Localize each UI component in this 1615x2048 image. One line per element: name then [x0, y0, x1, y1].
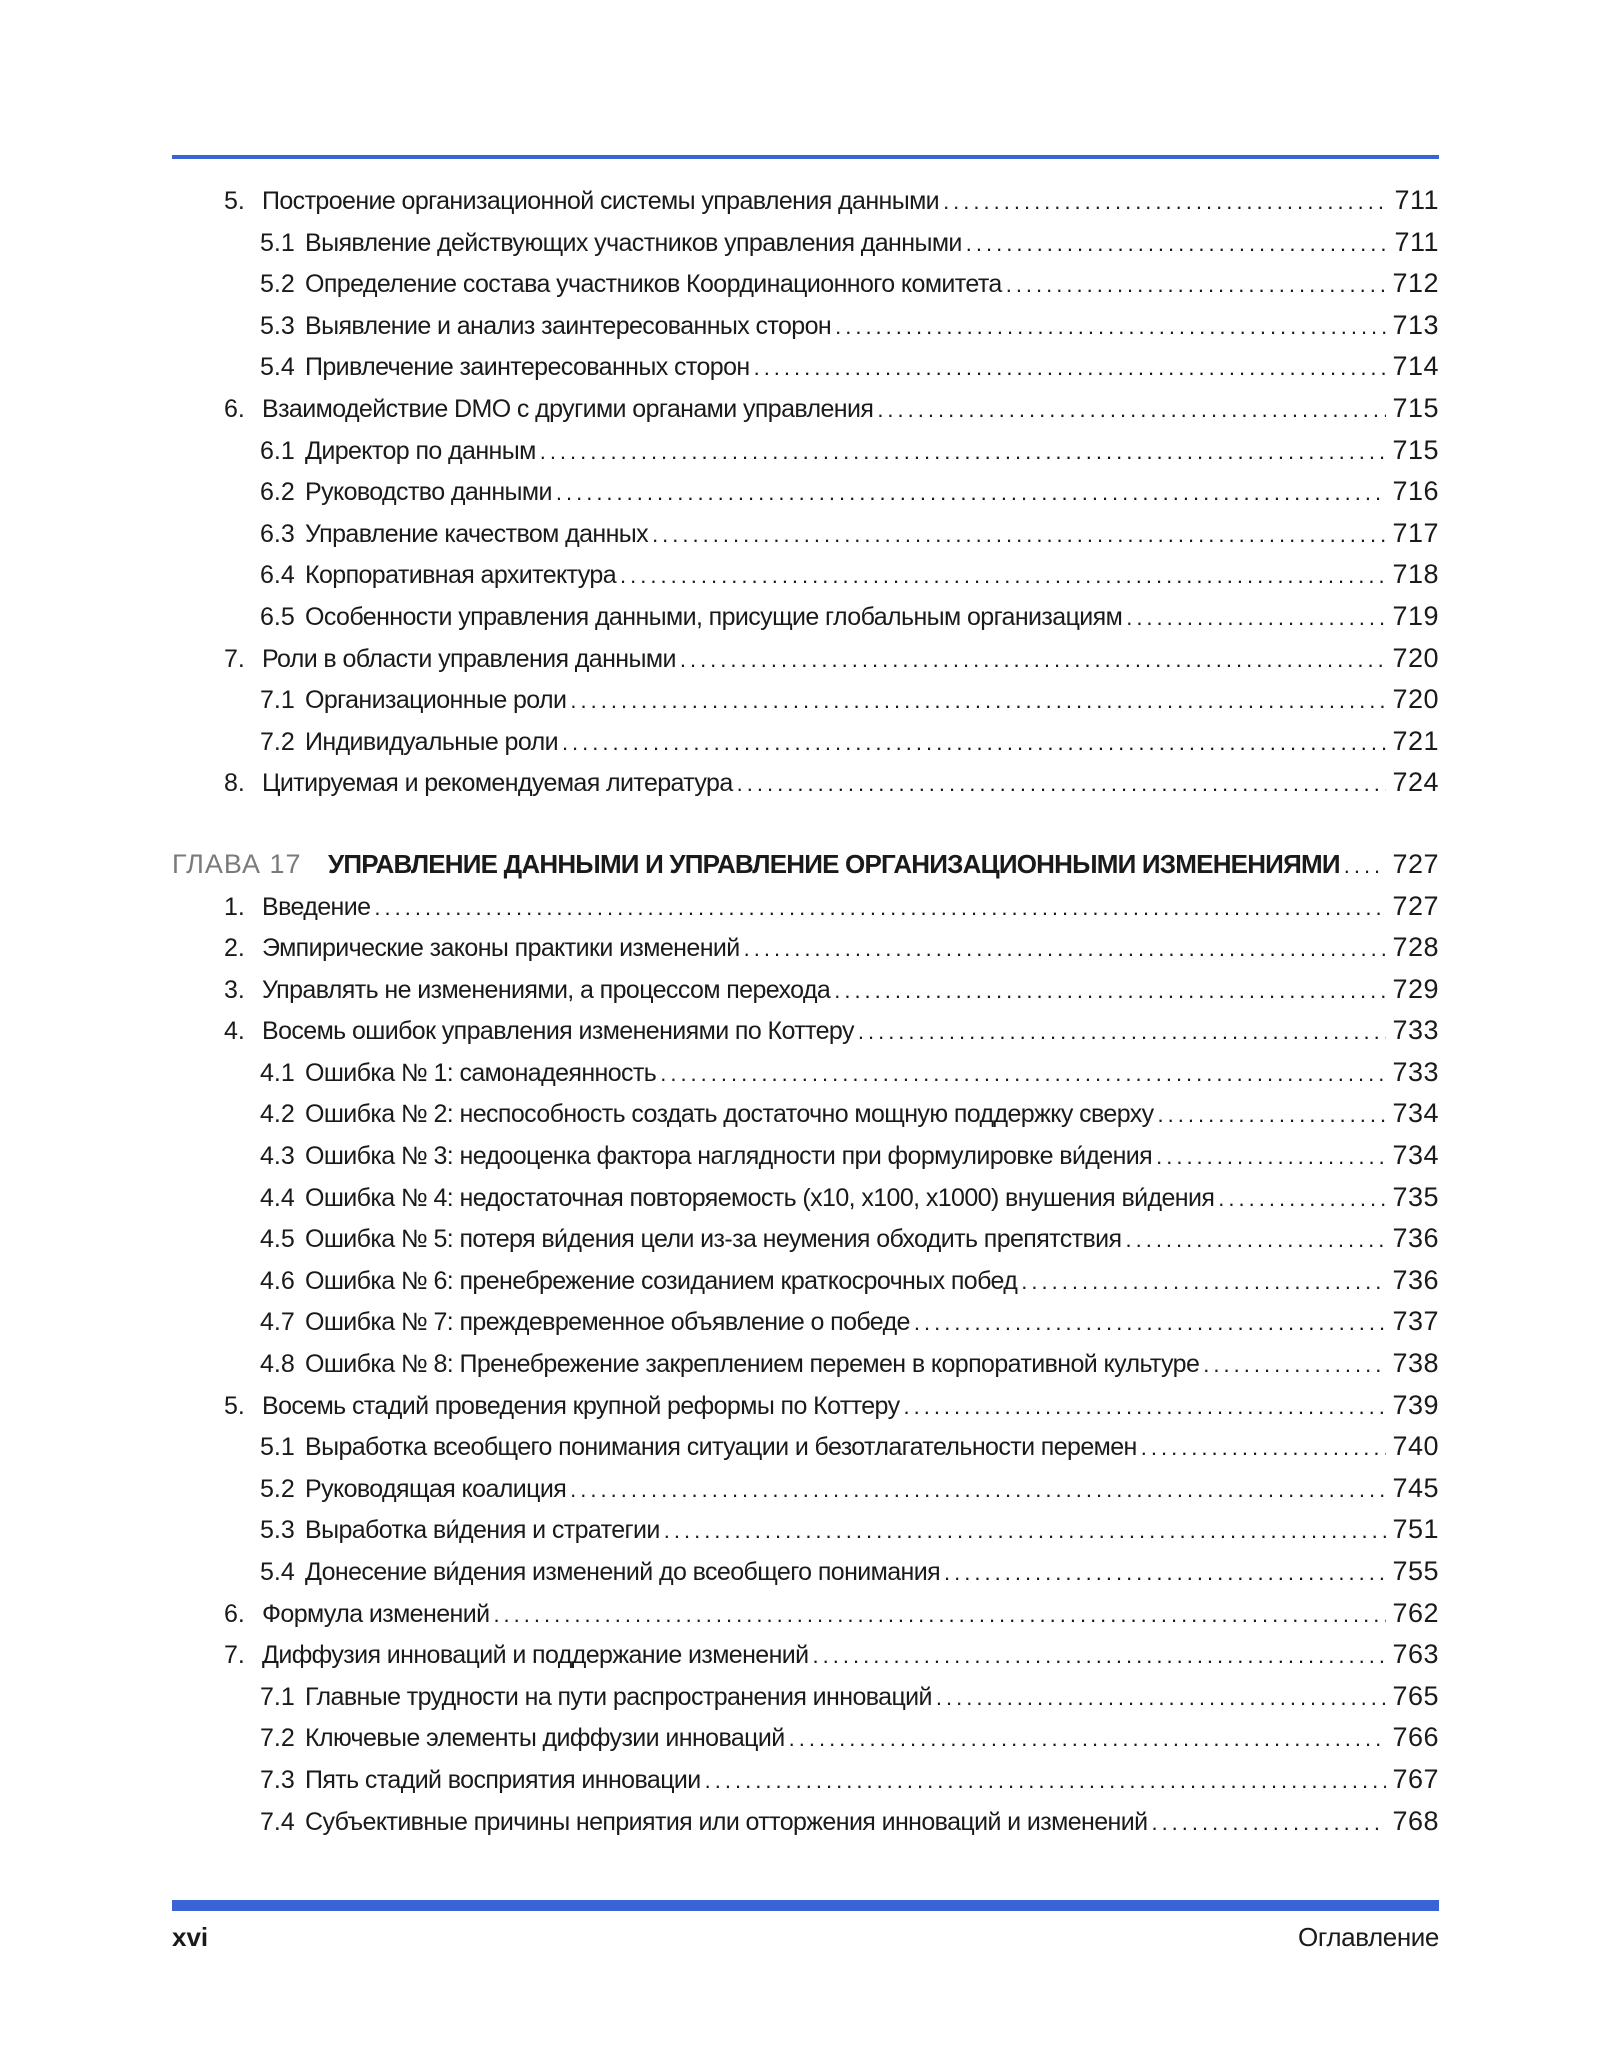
toc-entry-title: Главные трудности на пути распространения инноваций: [305, 1682, 932, 1711]
toc-entry-title: Формула изменений: [262, 1599, 490, 1628]
toc-entry-number: 6.5: [260, 602, 295, 631]
dot-leader: [834, 970, 1386, 1012]
toc-entry[interactable]: [172, 886, 1439, 928]
toc-entry-title: Выявление действующих участников управления данными: [305, 228, 962, 257]
footer-section-title: Оглавление: [1298, 1922, 1439, 1952]
toc-entry-title: Ошибка № 4: недостаточная повторяемость (x10, x100, x1000) внушения ви́дения: [305, 1183, 1215, 1212]
toc-entry[interactable]: [172, 1509, 1439, 1551]
toc-entry-title: Ошибка № 5: потеря ви́дения цели из-за неумения обходить препятствия: [305, 1225, 1122, 1254]
toc-entry-title: Построение организационной системы управления данными: [262, 187, 940, 215]
toc-entry-page: 737: [1392, 1306, 1439, 1337]
toc-entry-title: Восемь ошибок управления изменениями по Коттеру: [262, 1017, 854, 1046]
toc-entry-title: Выработка всеобщего понимания ситуации и безотлагательности перемен: [305, 1433, 1137, 1462]
chapter-title: УПРАВЛЕНИЕ ДАННЫМИ И УПРАВЛЕНИЕ ОРГАНИЗАЦИОННЫМИ ИЗМЕНЕНИЯМИ: [328, 848, 1340, 879]
dot-leader: [858, 1011, 1387, 1053]
toc-entry-number: 4.: [224, 1017, 245, 1046]
dot-leader: [754, 347, 1387, 389]
toc-entry-title: Управление качеством данных: [305, 519, 649, 548]
toc-entry[interactable]: [172, 263, 1439, 305]
dot-leader: [943, 181, 1388, 223]
dot-leader: [556, 472, 1387, 514]
dot-leader: [1203, 1344, 1386, 1386]
toc-entry-number: 4.3: [260, 1142, 295, 1171]
toc-entry-page: 715: [1392, 392, 1439, 423]
toc-entry-page: 720: [1392, 642, 1439, 673]
toc-entry-title: Ошибка № 8: Пренебрежение закреплением перемен в корпоративной культуре: [305, 1350, 1200, 1379]
toc-entry-number: 6.1: [260, 436, 295, 465]
toc-entry-number: 3.: [224, 975, 245, 1004]
dot-leader: [966, 223, 1389, 265]
toc-entry[interactable]: [172, 222, 1439, 264]
toc-entry-title: Выявление и анализ заинтересованных сторон: [305, 311, 832, 340]
toc-entry-page: 720: [1392, 684, 1439, 715]
toc-entry-title: Определение состава участников Координационного комитета: [305, 270, 1002, 299]
toc-section-after: [172, 886, 1439, 1843]
toc-entry-title: Руководство данными: [305, 478, 552, 507]
toc-entry[interactable]: [172, 1010, 1439, 1052]
toc-entry[interactable]: [172, 180, 1439, 222]
dot-leader: [562, 722, 1387, 764]
toc-entry-title: Взаимодействие DMO с другими органами управления: [262, 394, 874, 423]
toc-entry[interactable]: [172, 1093, 1439, 1135]
toc-entry[interactable]: [172, 346, 1439, 388]
toc-entry-title: Введение: [262, 892, 371, 921]
toc-entry[interactable]: [172, 1468, 1439, 1510]
toc-entry-page: 740: [1392, 1431, 1439, 1462]
toc-entry[interactable]: [172, 1759, 1439, 1801]
toc-entry-page: 719: [1392, 600, 1439, 631]
toc-entry-number: 5.1: [260, 228, 295, 257]
dot-leader: [652, 514, 1386, 556]
toc-entry[interactable]: [172, 305, 1439, 347]
dot-leader: [1126, 597, 1386, 639]
toc-entry-number: 1.: [224, 892, 245, 921]
toc-entry-number: 4.4: [260, 1183, 295, 1212]
toc-entry[interactable]: [172, 927, 1439, 969]
toc-entry-number: 6.3: [260, 519, 295, 548]
toc-entry-number: 7.2: [260, 727, 295, 756]
toc-entry[interactable]: [172, 554, 1439, 596]
toc-entry-number: 5.1: [260, 1433, 295, 1462]
toc-entry-page: 736: [1392, 1223, 1439, 1254]
toc-entry[interactable]: [172, 1551, 1439, 1593]
dot-leader: [813, 1635, 1387, 1677]
footer-page-number: xvi: [172, 1922, 209, 1952]
toc-entry[interactable]: [172, 762, 1439, 804]
dot-leader: [944, 1552, 1386, 1594]
toc-entry-number: 7.: [224, 1641, 245, 1670]
toc-entry[interactable]: [172, 1426, 1439, 1468]
toc-entry[interactable]: [172, 1177, 1439, 1219]
dot-leader: [705, 1760, 1387, 1802]
dot-leader: [744, 928, 1387, 970]
toc-entry-page: 738: [1392, 1348, 1439, 1379]
toc-entry[interactable]: [172, 1676, 1439, 1718]
toc-entry-page: 711: [1394, 226, 1439, 257]
toc-entry[interactable]: [172, 1634, 1439, 1676]
toc-entry-title: Восемь стадий проведения крупной реформы по Коттеру: [262, 1391, 900, 1420]
dot-leader: [835, 306, 1386, 348]
toc-entry-number: 7.4: [260, 1807, 295, 1836]
toc-entry-title: Субъективные причины неприятия или отторжения инноваций и изменений: [305, 1807, 1148, 1836]
toc-entry[interactable]: [172, 1343, 1439, 1385]
toc-entry-page: 729: [1392, 973, 1439, 1004]
dot-leader: [680, 639, 1387, 681]
dot-leader: [540, 431, 1387, 473]
toc-entry-title: Ошибка № 7: преждевременное объявление о победе: [305, 1308, 910, 1337]
toc-entry-title: Корпоративная архитектура: [305, 561, 617, 590]
toc-entry-page: 755: [1392, 1556, 1439, 1586]
dot-leader: [1151, 1802, 1386, 1844]
toc-entry[interactable]: [172, 1717, 1439, 1759]
toc-entry[interactable]: [172, 430, 1439, 472]
toc-entry-page: 736: [1392, 1264, 1439, 1295]
toc-entry-title: Привлечение заинтересованных сторон: [305, 353, 750, 382]
toc-entry-page: 718: [1392, 559, 1439, 590]
toc-entry-number: 4.1: [260, 1058, 295, 1087]
dot-leader: [570, 680, 1386, 722]
toc-entry-title: Пять стадий восприятия инновации: [305, 1765, 701, 1794]
toc-entry[interactable]: [172, 969, 1439, 1011]
toc-entry-number: 6.4: [260, 561, 295, 590]
toc-entry-number: 5.3: [260, 311, 295, 340]
toc-entry-page: 734: [1392, 1140, 1439, 1171]
toc-entry-number: 7.2: [260, 1724, 295, 1753]
dot-leader: [914, 1302, 1387, 1344]
toc-entry-page: 735: [1392, 1181, 1439, 1212]
chapter-label: ГЛАВА 17: [172, 848, 302, 879]
chapter-page-number: 727: [1392, 848, 1439, 879]
toc-entry-title: Директор по данным: [305, 436, 536, 465]
toc-entry[interactable]: [172, 471, 1439, 513]
toc-entry-title: Организационные роли: [305, 686, 567, 715]
toc-entry-number: 4.7: [260, 1308, 295, 1337]
dot-leader: [374, 887, 1386, 929]
toc-entry-number: 7.1: [260, 1682, 295, 1711]
dot-leader: [1156, 1136, 1386, 1178]
toc-entry-number: 6.: [224, 1599, 245, 1628]
toc-entry-number: 7.: [224, 644, 245, 673]
dot-leader: [737, 763, 1387, 805]
toc-entry-number: 8.: [224, 769, 245, 798]
toc-entry-page: 762: [1392, 1597, 1439, 1628]
toc-entry-number: 2.: [224, 934, 245, 963]
toc-entry-title: Управлять не изменениями, а процессом перехода: [262, 975, 831, 1004]
toc-entry-title: Ошибка № 1: самонадеянность: [305, 1058, 657, 1087]
dot-leader: [1006, 264, 1387, 306]
chapter-heading-row[interactable]: [172, 844, 1439, 886]
toc-entry-title: Ошибка № 6: пренебрежение созиданием краткосрочных побед: [305, 1266, 1018, 1295]
toc-entry-page: 765: [1392, 1680, 1439, 1711]
toc-entry-page: 734: [1392, 1098, 1439, 1129]
toc-entry-number: 4.2: [260, 1100, 295, 1129]
toc-entry-page: 739: [1392, 1389, 1439, 1420]
toc-entry-title: Ошибка № 2: неспособность создать достаточно мощную поддержку сверху: [305, 1100, 1154, 1129]
toc-entry-number: 4.6: [260, 1266, 295, 1295]
dot-leader: [1125, 1219, 1386, 1261]
dot-leader: [660, 1053, 1386, 1095]
dot-leader: [903, 1386, 1386, 1428]
toc-entry[interactable]: [172, 1385, 1439, 1427]
dot-leader: [493, 1594, 1386, 1636]
toc-entry-number: 7.3: [260, 1765, 295, 1794]
toc-entry[interactable]: [172, 1052, 1439, 1094]
toc-entry-page: 721: [1392, 725, 1439, 756]
toc-entry-page: 714: [1392, 351, 1439, 382]
toc-entry[interactable]: [172, 1301, 1439, 1343]
toc-entry-page: 745: [1392, 1472, 1439, 1503]
toc-entry[interactable]: [172, 679, 1439, 721]
toc-entry-number: 5.: [224, 187, 245, 215]
toc-entry-page: 767: [1392, 1763, 1439, 1794]
toc-entry-number: 4.5: [260, 1225, 295, 1254]
toc-entry[interactable]: [172, 1260, 1439, 1302]
toc-entry-title: Ошибка № 3: недооценка фактора наглядности при формулировке ви́дения: [305, 1142, 1153, 1171]
toc-entry-page: 768: [1392, 1805, 1439, 1836]
toc-entry[interactable]: [172, 1135, 1439, 1177]
toc-entry-number: 5.4: [260, 353, 295, 382]
toc-entry[interactable]: [172, 388, 1439, 430]
toc-entry-page: 724: [1392, 767, 1439, 798]
toc-entry-page: 733: [1392, 1015, 1439, 1046]
toc-entry-title: Цитируемая и рекомендуемая литература: [262, 769, 733, 798]
dot-leader: [877, 389, 1386, 431]
toc-entry-number: 6.2: [260, 478, 295, 507]
dot-leader: [1218, 1178, 1386, 1220]
toc-section-before: [172, 180, 1439, 804]
toc-entry-number: 7.1: [260, 686, 295, 715]
dot-leader: [789, 1718, 1387, 1760]
toc-entry-title: Руководящая коалиция: [305, 1474, 567, 1503]
toc-entry-page: 717: [1392, 517, 1439, 548]
toc-entry-page: 716: [1392, 476, 1439, 507]
toc-entry-number: 5.2: [260, 1474, 295, 1503]
toc-entry-title: Выработка ви́дения и стратегии: [305, 1516, 660, 1545]
dot-leader: [1344, 845, 1387, 887]
toc-entry-number: 5.: [224, 1391, 245, 1420]
bottom-rule: [172, 1900, 1439, 1911]
toc-entry[interactable]: [172, 1801, 1439, 1843]
toc-entry[interactable]: [172, 638, 1439, 680]
toc-entry-title: Эмпирические законы практики изменений: [262, 934, 740, 963]
table-of-contents: [172, 180, 1439, 1842]
toc-entry[interactable]: [172, 721, 1439, 763]
toc-entry-page: 711: [1394, 185, 1439, 215]
toc-entry-title: Донесение ви́дения изменений до всеобщего понимания: [305, 1558, 941, 1586]
toc-entry-page: 715: [1392, 434, 1439, 465]
toc-entry-number: 5.3: [260, 1516, 295, 1545]
toc-entry-title: Индивидуальные роли: [305, 727, 558, 756]
dot-leader: [1141, 1427, 1387, 1469]
dot-leader: [664, 1510, 1387, 1552]
toc-entry-page: 728: [1392, 932, 1439, 963]
toc-entry-title: Роли в области управления данными: [262, 644, 676, 673]
toc-entry-number: 6.: [224, 394, 245, 423]
toc-entry-page: 751: [1392, 1514, 1439, 1545]
toc-entry-page: 733: [1392, 1056, 1439, 1087]
toc-entry-page: 763: [1392, 1639, 1439, 1670]
toc-entry-page: 713: [1392, 309, 1439, 340]
toc-entry-number: 4.8: [260, 1350, 295, 1379]
toc-entry[interactable]: [172, 513, 1439, 555]
toc-entry-page: 727: [1392, 890, 1439, 921]
dot-leader: [936, 1677, 1387, 1719]
top-rule: [172, 155, 1439, 159]
toc-entry-page: 712: [1392, 268, 1439, 299]
toc-entry-title: Диффузия инноваций и поддержание изменений: [262, 1641, 809, 1670]
dot-leader: [570, 1469, 1386, 1511]
toc-entry-number: 5.4: [260, 1558, 295, 1586]
toc-entry-page: 766: [1392, 1722, 1439, 1753]
toc-entry[interactable]: [172, 596, 1439, 638]
dot-leader: [1158, 1094, 1387, 1136]
toc-entry[interactable]: [172, 1593, 1439, 1635]
toc-entry-number: 5.2: [260, 270, 295, 299]
toc-entry-title: Особенности управления данными, присущие глобальным организациям: [305, 602, 1123, 631]
dot-leader: [620, 555, 1386, 597]
dot-leader: [1021, 1261, 1386, 1303]
toc-entry[interactable]: [172, 1218, 1439, 1260]
toc-entry-title: Ключевые элементы диффузии инноваций: [305, 1724, 785, 1753]
